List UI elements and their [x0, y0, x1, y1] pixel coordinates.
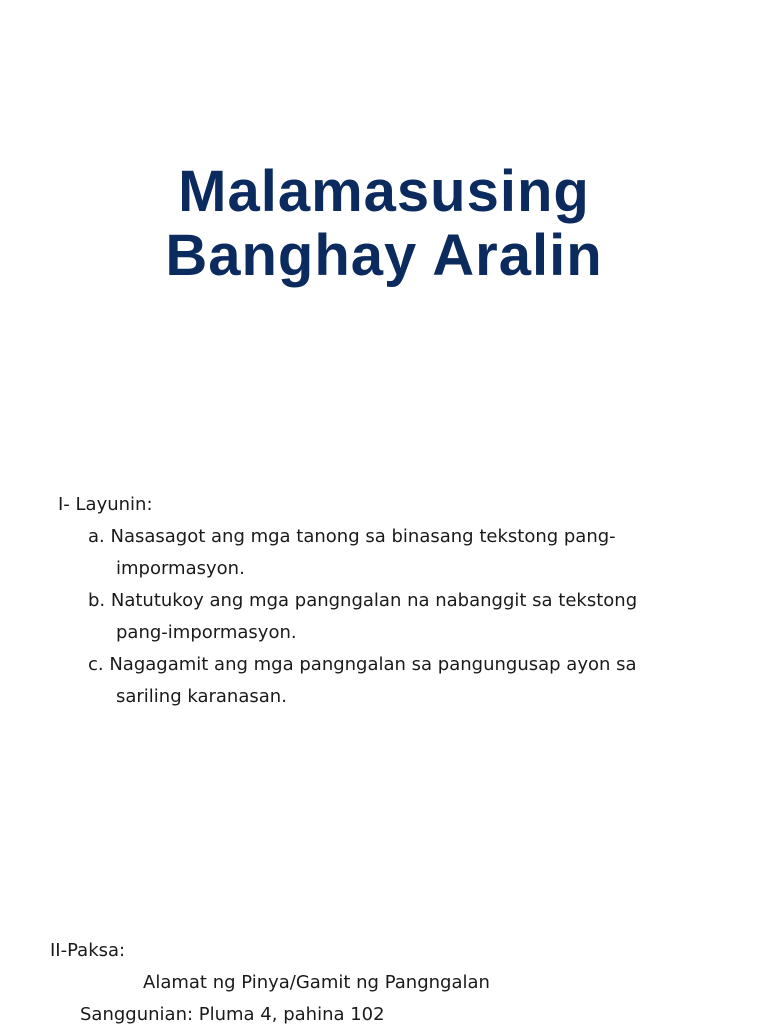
- title-line-2: Banghay Aralin: [165, 223, 603, 288]
- topic-text: Alamat ng Pinya/Gamit ng Pangngalan: [143, 972, 490, 993]
- objective-b: [88, 585, 648, 649]
- objective-b-line2: pang-impormasyon.: [116, 622, 297, 643]
- page-title: [0, 160, 768, 288]
- objectives-heading: I- Layunin:: [58, 494, 153, 515]
- topic-heading: II-Paksa:: [50, 940, 126, 961]
- title-line-1: Malamasusing: [178, 159, 590, 224]
- objective-c: [88, 649, 648, 713]
- objective-c-line1: c. Nagagamit ang mga pangngalan sa pangungusap ayon sa: [88, 654, 637, 675]
- objective-a-line2: impormasyon.: [116, 558, 245, 579]
- objective-a: [88, 521, 648, 585]
- objective-c-line2: sariling karanasan.: [116, 686, 287, 707]
- objective-a-line1: a. Nasasagot ang mga tanong sa binasang tekstong pang-: [88, 526, 616, 547]
- reference-text: Sanggunian: Pluma 4, pahina 102: [80, 1004, 385, 1025]
- objective-b-line1: b. Natutukoy ang mga pangngalan na nabanggit sa tekstong: [88, 590, 638, 611]
